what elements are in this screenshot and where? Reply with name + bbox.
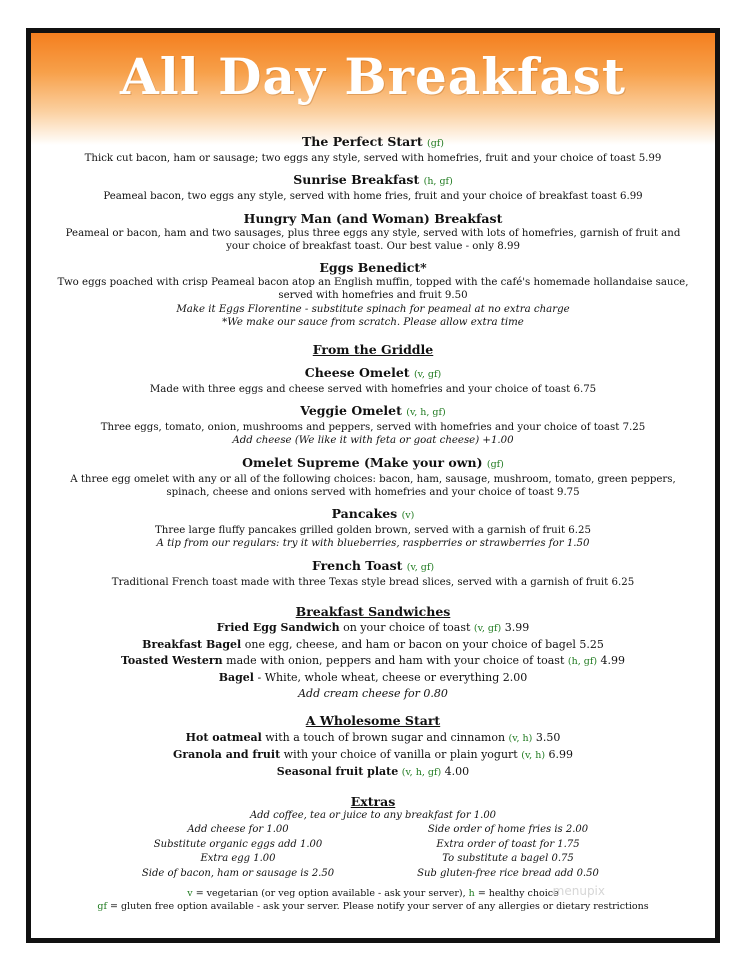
extras-grid [103, 823, 643, 881]
extra-item: Substitute organic eggs add 1.00 [153, 838, 323, 850]
item-name: Seasonal fruit plate [276, 764, 399, 778]
menu-line [31, 730, 715, 747]
page-title: All Day Breakfast [119, 47, 626, 106]
menu-item [31, 557, 715, 589]
item-price: 6.99 [545, 747, 574, 761]
item-name: Sunrise Breakfast [293, 172, 420, 188]
item-price: 3.99 [501, 621, 530, 635]
extra-item: Add cheese for 1.00 [187, 824, 289, 836]
legend-gf-key: gf [97, 901, 107, 913]
item-name: Omelet Supreme (Make your own) [242, 454, 483, 470]
item-dietary-tag: (v, gf) [473, 623, 502, 635]
item-note: Make it Eggs Florentine - substitute spinach for peameal at no extra charge [176, 303, 570, 315]
sandwiches-note: Add cream cheese for 0.80 [298, 687, 448, 701]
item-name: Granola and fruit [172, 747, 281, 761]
item-dietary-tag: (v, gf) [406, 561, 435, 573]
sandwiches-heading: Breakfast Sandwiches [295, 604, 451, 620]
extra-item: Sub gluten-free rice bread add 0.50 [417, 867, 599, 879]
item-name: Fried Egg Sandwich [216, 621, 340, 635]
menu-item [31, 133, 715, 165]
item-heading [31, 210, 715, 227]
item-description: Made with three eggs and cheese served with homefries and your choice of toast 6.75 [149, 383, 597, 395]
item-name: Cheese Omelet [304, 364, 410, 380]
item-dietary-tag: (v, gf) [413, 368, 442, 380]
legend-line-2 [31, 900, 715, 913]
item-description: Three eggs, tomato, onion, mushrooms and peppers, served with homefries and your choice of toast 7.25 [100, 421, 646, 433]
item-description: spinach, cheese and onions served with homefries and your choice of toast 9.75 [166, 486, 580, 498]
item-note: *We make our sauce from scratch. Please allow extra time [222, 317, 524, 329]
item-name: Breakfast Bagel [142, 638, 242, 652]
legend-v-text: = vegetarian (or veg option available - ask your server), [195, 888, 466, 900]
menu-item [31, 505, 715, 551]
watermark: menupix [552, 884, 605, 898]
item-name: The Perfect Start [302, 134, 423, 149]
item-description: Peameal or bacon, ham and two sausages, plus three eggs any style, served with lots of homefries, garnish of fruit and [65, 227, 681, 239]
item-dietary-tag: (v) [401, 510, 415, 522]
item-description: Peameal bacon, two eggs any style, served with home fries, fruit and your choice of breakfast toast 6.99 [103, 191, 643, 203]
item-description: A three egg omelet with any or all of the following choices: bacon, ham, sausage, mushroom, tomato, green peppers, [70, 473, 676, 485]
item-description: Traditional French toast made with three Texas style bread slices, served with a garnish of fruit 6.25 [111, 576, 635, 588]
item-price: 4.00 [441, 764, 470, 778]
extras-right-column [373, 823, 643, 881]
extras-left-column [103, 823, 373, 881]
item-description: one egg, cheese, and ham or bacon on your choice of bagel 5.25 [241, 638, 604, 652]
griddle-section [31, 364, 715, 589]
item-description: on your choice of toast [339, 621, 474, 635]
legend-v-key: v [187, 888, 193, 900]
item-price: 4.99 [597, 654, 626, 668]
item-price: 3.50 [532, 730, 561, 744]
item-description: with a touch of brown sugar and cinnamon [261, 730, 509, 744]
item-heading [31, 454, 715, 473]
item-description: your choice of breakfast toast. Our best value - only 8.99 [226, 240, 520, 252]
menu-line [31, 670, 715, 686]
item-description: Thick cut bacon, ham or sausage; two eggs any style, served with homefries, fruit and your choice of toast 5.99 [84, 153, 662, 164]
legend-h-key: h [468, 888, 475, 900]
extra-item: Side order of home fries is 2.00 [427, 824, 589, 836]
item-note: A tip from our regulars: try it with blueberries, raspberries or strawberries for 1.50 [156, 538, 590, 550]
menu-content [31, 133, 715, 913]
item-heading [31, 402, 715, 421]
menu-line [31, 747, 715, 764]
menu-item [31, 454, 715, 500]
menu-item [31, 210, 715, 254]
extras-heading: Extras [350, 793, 396, 809]
menu-frame [26, 28, 720, 943]
legend-gf-text: = gluten free option available - ask your server. Please notify your server of any allergies or dietary restrictions [110, 901, 649, 913]
menu-line [31, 653, 715, 670]
legend [31, 887, 715, 913]
item-dietary-tag: (gf) [426, 138, 444, 149]
griddle-heading: From the Griddle [312, 342, 434, 358]
wholesome-section [31, 730, 715, 781]
legend-line-1 [31, 887, 715, 900]
item-description: with your choice of vanilla or plain yogurt [280, 747, 522, 761]
breakfast-section [31, 133, 715, 329]
menu-item [31, 364, 715, 396]
item-dietary-tag: (v, h, gf) [406, 406, 446, 418]
extra-item: Extra order of toast for 1.75 [436, 838, 580, 850]
item-dietary-tag: (v, h) [521, 749, 546, 761]
menu-line [31, 620, 715, 637]
title-banner [31, 33, 715, 145]
legend-h-text: = healthy choice [477, 888, 559, 900]
item-heading [31, 171, 715, 190]
item-description: Three large fluffy pancakes grilled golden brown, served with a garnish of fruit 6.25 [155, 525, 591, 537]
item-dietary-tag: (v, h) [508, 732, 533, 744]
item-dietary-tag: (h, gf) [567, 656, 598, 668]
menu-item [31, 171, 715, 203]
menu-line [31, 764, 715, 781]
menu-line [31, 637, 715, 653]
item-name: Hungry Man (and Woman) Breakfast [243, 210, 503, 226]
item-heading [31, 505, 715, 524]
wholesome-heading: A Wholesome Start [305, 713, 441, 729]
extra-item: Side of bacon, ham or sausage is 2.50 [141, 867, 335, 879]
sandwiches-section [31, 620, 715, 686]
menu-item [31, 402, 715, 448]
item-heading [31, 557, 715, 576]
item-dietary-tag: (h, gf) [423, 176, 453, 188]
item-description: made with onion, peppers and ham with your choice of toast [222, 654, 568, 668]
extra-item: To substitute a bagel 0.75 [442, 853, 574, 865]
extra-item: Extra egg 1.00 [200, 853, 276, 865]
item-name: Pancakes [331, 506, 398, 522]
item-name: Bagel [218, 671, 254, 685]
item-name: Eggs Benedict* [319, 260, 427, 276]
extras-intro: Add coffee, tea or juice to any breakfast for 1.00 [249, 809, 497, 821]
menu-item [31, 259, 715, 329]
item-description: - White, whole wheat, cheese or everything 2.00 [253, 671, 528, 685]
item-note: Add cheese (We like it with feta or goat cheese) +1.00 [232, 435, 514, 447]
item-name: Hot oatmeal [185, 730, 262, 744]
item-heading [31, 364, 715, 383]
item-description: served with homefries and fruit 9.50 [278, 290, 468, 302]
item-name: French Toast [311, 557, 403, 573]
item-heading [31, 133, 715, 152]
item-dietary-tag: (gf) [486, 458, 504, 470]
item-heading [31, 259, 715, 276]
item-name: Veggie Omelet [300, 402, 402, 418]
item-description: Two eggs poached with crisp Peameal bacon atop an English muffin, topped with the café's homemade hollandaise sauce, [57, 277, 689, 289]
item-name: Toasted Western [120, 654, 223, 668]
item-dietary-tag: (v, h, gf) [401, 766, 442, 778]
